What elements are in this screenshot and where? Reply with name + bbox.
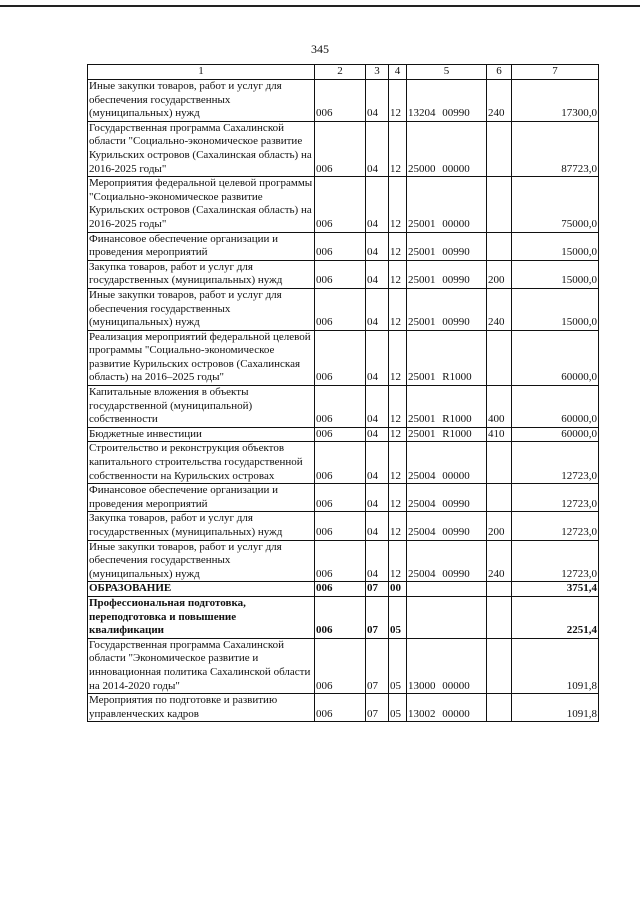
row-subsection: 12 <box>389 260 407 288</box>
row-expense-type <box>487 121 512 176</box>
row-target-article: 13002 00000 <box>407 694 487 722</box>
row-name: Иные закупки товаров, работ и услуг для обеспечения государственных (муниципальных) нужд <box>88 288 315 330</box>
row-name: Иные закупки товаров, работ и услуг для обеспечения государственных (муниципальных) нужд <box>88 80 315 122</box>
table-row <box>88 386 599 428</box>
row-amount: 1091,8 <box>512 694 599 722</box>
row-target-article <box>407 596 487 638</box>
row-amount: 12723,0 <box>512 512 599 540</box>
row-subsection: 05 <box>389 638 407 693</box>
row-expense-type <box>487 694 512 722</box>
row-grbs: 006 <box>315 484 366 512</box>
budget-table <box>87 64 599 722</box>
row-name: ОБРАЗОВАНИЕ <box>88 582 315 597</box>
row-name: Государственная программа Сахалинской области "Социально-экономическое развитие Курильских островов (Сахалинская область) на 2016-2025 годы" <box>88 121 315 176</box>
row-section: 07 <box>366 596 389 638</box>
table-row <box>88 288 599 330</box>
row-grbs: 006 <box>315 288 366 330</box>
row-subsection: 12 <box>389 80 407 122</box>
row-target-article: 25004 00990 <box>407 512 487 540</box>
row-grbs: 006 <box>315 232 366 260</box>
row-expense-type: 400 <box>487 386 512 428</box>
row-name: Мероприятия федеральной целевой программы "Социально-экономическое развитие Курильских островов (Сахалинская область) на 2016-2025 годы" <box>88 177 315 232</box>
row-name: Иные закупки товаров, работ и услуг для обеспечения государственных (муниципальных) нужд <box>88 540 315 582</box>
row-section: 04 <box>366 512 389 540</box>
row-section: 04 <box>366 260 389 288</box>
row-section: 04 <box>366 232 389 260</box>
row-amount: 75000,0 <box>512 177 599 232</box>
table-row <box>88 638 599 693</box>
row-subsection: 12 <box>389 442 407 484</box>
row-grbs: 006 <box>315 512 366 540</box>
row-amount: 60000,0 <box>512 427 599 442</box>
row-name: Закупка товаров, работ и услуг для государственных (муниципальных) нужд <box>88 260 315 288</box>
row-target-article: 25000 00000 <box>407 121 487 176</box>
row-name: Мероприятия по подготовке и развитию управленческих кадров <box>88 694 315 722</box>
col-header: 2 <box>315 65 366 80</box>
row-expense-type <box>487 582 512 597</box>
row-subsection: 12 <box>389 484 407 512</box>
row-section: 04 <box>366 80 389 122</box>
row-grbs: 006 <box>315 442 366 484</box>
row-subsection: 12 <box>389 288 407 330</box>
row-target-article: 25001 R1000 <box>407 330 487 385</box>
row-target-article: 25001 R1000 <box>407 427 487 442</box>
row-subsection: 12 <box>389 427 407 442</box>
page-number: 345 <box>311 42 329 56</box>
row-amount: 17300,0 <box>512 80 599 122</box>
row-name: Реализация мероприятий федеральной целевой программы "Социально-экономическое развитие Курильских островов (Сахалинская область) на 2016–2025 годы" <box>88 330 315 385</box>
row-section: 04 <box>366 330 389 385</box>
col-header: 7 <box>512 65 599 80</box>
row-target-article: 25004 00990 <box>407 540 487 582</box>
row-grbs: 006 <box>315 260 366 288</box>
row-expense-type <box>487 232 512 260</box>
row-section: 07 <box>366 582 389 597</box>
col-header: 1 <box>88 65 315 80</box>
row-amount: 60000,0 <box>512 386 599 428</box>
row-amount: 60000,0 <box>512 330 599 385</box>
table-row <box>88 80 599 122</box>
row-name: Капитальные вложения в объекты государственной (муниципальной) собственности <box>88 386 315 428</box>
table-row <box>88 177 599 232</box>
row-section: 04 <box>366 442 389 484</box>
row-amount: 12723,0 <box>512 442 599 484</box>
table-row <box>88 330 599 385</box>
row-section: 04 <box>366 177 389 232</box>
row-grbs: 006 <box>315 80 366 122</box>
row-section: 04 <box>366 484 389 512</box>
table-row <box>88 512 599 540</box>
col-header: 6 <box>487 65 512 80</box>
row-grbs: 006 <box>315 330 366 385</box>
row-amount: 15000,0 <box>512 232 599 260</box>
row-amount: 2251,4 <box>512 596 599 638</box>
table-row <box>88 484 599 512</box>
row-subsection: 05 <box>389 694 407 722</box>
row-section: 04 <box>366 540 389 582</box>
row-grbs: 006 <box>315 694 366 722</box>
row-amount: 12723,0 <box>512 540 599 582</box>
row-expense-type: 240 <box>487 288 512 330</box>
row-subsection: 00 <box>389 582 407 597</box>
row-grbs: 006 <box>315 582 366 597</box>
row-target-article: 25001 R1000 <box>407 386 487 428</box>
row-target-article: 25001 00990 <box>407 232 487 260</box>
header-row <box>88 65 599 80</box>
row-expense-type <box>487 484 512 512</box>
row-target-article: 25001 00990 <box>407 288 487 330</box>
table-row <box>88 596 599 638</box>
col-header: 5 <box>407 65 487 80</box>
row-subsection: 12 <box>389 121 407 176</box>
row-expense-type <box>487 330 512 385</box>
row-name: Государственная программа Сахалинской области "Экономическое развитие и инновационная политика Сахалинской области на 2014-2020 годы" <box>88 638 315 693</box>
top-rule <box>0 5 640 7</box>
row-expense-type: 240 <box>487 540 512 582</box>
row-subsection: 12 <box>389 177 407 232</box>
row-expense-type <box>487 638 512 693</box>
table-row <box>88 260 599 288</box>
row-target-article: 25001 00990 <box>407 260 487 288</box>
row-target-article: 13000 00000 <box>407 638 487 693</box>
row-expense-type <box>487 177 512 232</box>
row-expense-type <box>487 596 512 638</box>
row-section: 07 <box>366 694 389 722</box>
row-name: Закупка товаров, работ и услуг для государственных (муниципальных) нужд <box>88 512 315 540</box>
row-target-article: 25001 00000 <box>407 177 487 232</box>
row-name: Профессиональная подготовка, переподготовка и повышение квалификации <box>88 596 315 638</box>
row-expense-type <box>487 442 512 484</box>
row-name: Финансовое обеспечение организации и проведения мероприятий <box>88 232 315 260</box>
row-target-article: 25004 00990 <box>407 484 487 512</box>
row-section: 04 <box>366 121 389 176</box>
row-target-article: 13204 00990 <box>407 80 487 122</box>
table-row <box>88 427 599 442</box>
row-grbs: 006 <box>315 427 366 442</box>
row-expense-type: 200 <box>487 512 512 540</box>
row-amount: 3751,4 <box>512 582 599 597</box>
row-amount: 15000,0 <box>512 288 599 330</box>
row-section: 04 <box>366 386 389 428</box>
row-target-article: 25004 00000 <box>407 442 487 484</box>
row-name: Финансовое обеспечение организации и проведения мероприятий <box>88 484 315 512</box>
table-row <box>88 582 599 597</box>
col-header: 3 <box>366 65 389 80</box>
row-amount: 87723,0 <box>512 121 599 176</box>
row-subsection: 12 <box>389 540 407 582</box>
row-amount: 15000,0 <box>512 260 599 288</box>
row-subsection: 12 <box>389 512 407 540</box>
row-expense-type: 410 <box>487 427 512 442</box>
col-header: 4 <box>389 65 407 80</box>
row-grbs: 006 <box>315 386 366 428</box>
row-section: 07 <box>366 638 389 693</box>
row-grbs: 006 <box>315 596 366 638</box>
row-grbs: 006 <box>315 540 366 582</box>
table-row <box>88 442 599 484</box>
row-grbs: 006 <box>315 638 366 693</box>
row-amount: 12723,0 <box>512 484 599 512</box>
row-expense-type: 240 <box>487 80 512 122</box>
row-expense-type: 200 <box>487 260 512 288</box>
row-grbs: 006 <box>315 177 366 232</box>
row-subsection: 05 <box>389 596 407 638</box>
row-target-article <box>407 582 487 597</box>
row-name: Строительство и реконструкция объектов капитального строительства государственной собственности на Курильских островах <box>88 442 315 484</box>
table-row <box>88 540 599 582</box>
row-section: 04 <box>366 427 389 442</box>
row-section: 04 <box>366 288 389 330</box>
row-name: Бюджетные инвестиции <box>88 427 315 442</box>
table-row <box>88 232 599 260</box>
row-subsection: 12 <box>389 232 407 260</box>
row-subsection: 12 <box>389 330 407 385</box>
row-amount: 1091,8 <box>512 638 599 693</box>
table-row <box>88 694 599 722</box>
row-grbs: 006 <box>315 121 366 176</box>
table-row <box>88 121 599 176</box>
row-subsection: 12 <box>389 386 407 428</box>
